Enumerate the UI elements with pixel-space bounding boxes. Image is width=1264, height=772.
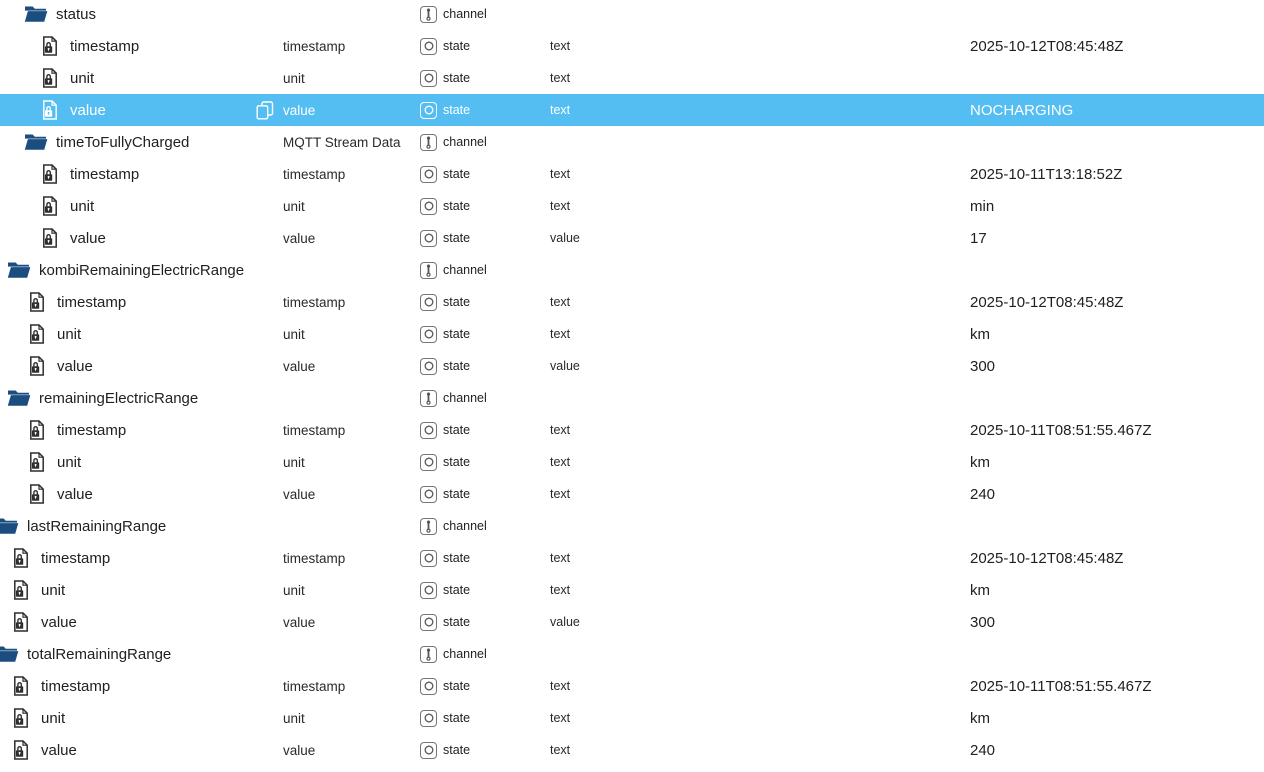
state-icon [420, 358, 437, 375]
node-value: 300 [970, 613, 996, 631]
tree-node[interactable] [0, 670, 283, 702]
tree-node[interactable] [0, 190, 283, 222]
node-type [550, 638, 970, 670]
state-icon [420, 486, 437, 503]
node-value: NOCHARGING [970, 101, 1074, 119]
table-row[interactable] [0, 158, 1264, 190]
lock-file-icon [29, 452, 45, 472]
kind-label: state [443, 711, 471, 725]
kind-label: state [443, 455, 471, 469]
kind-label: state [443, 359, 471, 373]
node-type: text [550, 71, 571, 85]
node-type: value [550, 359, 580, 373]
state-icon [420, 614, 437, 631]
node-type: value [550, 231, 580, 245]
table-row[interactable] [0, 478, 1264, 510]
node-type: text [550, 103, 571, 117]
node-name: timestamp [41, 677, 111, 695]
channel-icon [420, 6, 437, 23]
state-icon [420, 678, 437, 695]
tree-node[interactable] [0, 126, 283, 158]
node-value: km [970, 581, 990, 599]
node-value [970, 0, 1264, 30]
node-label: timestamp [283, 550, 346, 566]
lock-file-icon [13, 708, 29, 728]
state-icon [420, 230, 437, 247]
state-icon [420, 294, 437, 311]
state-icon [420, 550, 437, 567]
node-value: km [970, 709, 990, 727]
node-label: timestamp [283, 294, 346, 310]
table-row[interactable] [0, 414, 1264, 446]
state-icon [420, 38, 437, 55]
node-value: 2025-10-11T08:51:55.467Z [970, 421, 1152, 439]
node-value [970, 126, 1264, 158]
node-label: unit [283, 454, 305, 470]
lock-file-icon [13, 580, 29, 600]
tree-node[interactable] [0, 638, 283, 670]
node-value: 2025-10-11T13:18:52Z [970, 165, 1123, 183]
lock-file-icon [13, 548, 29, 568]
table-row[interactable] [0, 382, 1264, 414]
tree-node[interactable] [0, 478, 283, 510]
node-label: value [283, 614, 316, 630]
node-name: status [56, 5, 97, 23]
node-value: km [970, 325, 990, 343]
node-name: unit [57, 453, 82, 471]
channel-icon [420, 646, 437, 663]
node-value: 2025-10-11T08:51:55.467Z [970, 677, 1152, 695]
node-name: unit [41, 581, 66, 599]
node-value: 240 [970, 741, 996, 759]
node-name: unit [41, 709, 66, 727]
kind-label: state [443, 39, 471, 53]
tree-node[interactable] [0, 318, 283, 350]
table-row[interactable] [0, 126, 1264, 158]
tree-node[interactable] [0, 606, 283, 638]
node-name: unit [70, 69, 95, 87]
node-label: value [283, 230, 316, 246]
node-label: value [283, 102, 316, 118]
node-name: timestamp [41, 549, 111, 567]
node-value: min [970, 197, 995, 215]
node-name: kombiRemainingElectricRange [39, 261, 245, 279]
node-type: text [550, 711, 571, 725]
node-value: km [970, 453, 990, 471]
table-row[interactable] [0, 670, 1264, 702]
node-label: unit [283, 70, 305, 86]
kind-label: state [443, 423, 471, 437]
table-row[interactable] [0, 510, 1264, 542]
table-row[interactable] [0, 350, 1264, 382]
node-name: totalRemainingRange [27, 645, 172, 663]
node-label: value [283, 358, 316, 374]
node-name: value [70, 229, 106, 247]
lock-file-icon [42, 36, 58, 56]
table-row[interactable] [0, 702, 1264, 734]
channel-icon [420, 134, 437, 151]
node-label: unit [283, 198, 305, 214]
node-value: 2025-10-12T08:45:48Z [970, 37, 1124, 55]
node-type: text [550, 487, 571, 501]
node-label: MQTT Stream Data [283, 134, 401, 150]
state-icon [420, 166, 437, 183]
tree-node[interactable] [0, 414, 283, 446]
folder-icon [24, 132, 48, 152]
node-name: value [70, 101, 106, 119]
tree-node[interactable] [0, 158, 283, 190]
node-label [283, 510, 420, 542]
kind-label: channel [443, 519, 487, 533]
table-row[interactable] [0, 638, 1264, 670]
table-row[interactable] [0, 62, 1264, 94]
node-name: timestamp [70, 165, 140, 183]
node-type: text [550, 39, 571, 53]
node-name: timeToFullyCharged [56, 133, 190, 151]
state-icon [420, 198, 437, 215]
node-value: 2025-10-12T08:45:48Z [970, 293, 1124, 311]
node-label [283, 382, 420, 414]
table-row[interactable] [0, 0, 1264, 30]
tree-node[interactable] [0, 0, 283, 30]
tree-node[interactable] [0, 350, 283, 382]
node-label: unit [283, 326, 305, 342]
tree-node[interactable] [0, 382, 283, 414]
table-row[interactable] [0, 30, 1264, 62]
lock-file-icon [42, 228, 58, 248]
kind-label: state [443, 327, 471, 341]
table-row[interactable] [0, 190, 1264, 222]
node-label: timestamp [283, 166, 346, 182]
channel-icon [420, 518, 437, 535]
table-row[interactable] [0, 318, 1264, 350]
lock-file-icon [42, 68, 58, 88]
node-value [970, 638, 1264, 670]
node-type [550, 254, 970, 286]
node-type [550, 0, 970, 30]
node-value: 300 [970, 357, 996, 375]
node-type: text [550, 423, 571, 437]
node-label [283, 254, 420, 286]
node-label [283, 638, 420, 670]
lock-file-icon [13, 612, 29, 632]
node-type: text [550, 743, 571, 757]
node-type: text [550, 551, 571, 565]
table-row[interactable] [0, 254, 1264, 286]
node-label: value [283, 742, 316, 758]
state-icon [420, 582, 437, 599]
state-icon [420, 454, 437, 471]
node-label: timestamp [283, 422, 346, 438]
node-name: remainingElectricRange [39, 389, 199, 407]
node-name: timestamp [57, 421, 127, 439]
kind-label: state [443, 167, 471, 181]
tree-node[interactable] [0, 222, 283, 254]
table-row[interactable] [0, 286, 1264, 318]
state-icon [420, 742, 437, 759]
state-icon [420, 102, 437, 119]
tree-node[interactable] [0, 94, 283, 126]
node-type: text [550, 455, 571, 469]
channel-icon [420, 262, 437, 279]
lock-file-icon [29, 420, 45, 440]
kind-label: channel [443, 135, 487, 149]
node-value [970, 510, 1264, 542]
table-row[interactable] [0, 542, 1264, 574]
folder-icon [0, 516, 19, 536]
kind-label: state [443, 199, 471, 213]
kind-label: state [443, 487, 471, 501]
tree-node[interactable] [0, 254, 283, 286]
table-row[interactable] [0, 222, 1264, 254]
tree-node[interactable] [0, 62, 283, 94]
lock-file-icon [42, 164, 58, 184]
tree-node[interactable] [0, 510, 283, 542]
kind-label: state [443, 583, 471, 597]
node-name: lastRemainingRange [27, 517, 167, 535]
kind-label: state [443, 679, 471, 693]
node-label: timestamp [283, 38, 346, 54]
node-name: value [57, 357, 93, 375]
lock-file-icon [42, 100, 58, 120]
kind-label: state [443, 743, 471, 757]
state-icon [420, 710, 437, 727]
folder-icon [0, 644, 19, 664]
table-row[interactable] [0, 446, 1264, 478]
folder-icon [7, 260, 31, 280]
state-icon [420, 422, 437, 439]
node-label [283, 0, 420, 30]
kind-label: channel [443, 391, 487, 405]
kind-label: channel [443, 647, 487, 661]
tree-node[interactable] [0, 30, 283, 62]
kind-label: channel [443, 263, 487, 277]
lock-file-icon [42, 196, 58, 216]
table-row[interactable] [0, 734, 1264, 766]
node-label: value [283, 486, 316, 502]
folder-icon [24, 4, 48, 24]
node-type: text [550, 327, 571, 341]
kind-label: state [443, 103, 471, 117]
node-name: unit [57, 325, 82, 343]
state-icon [420, 70, 437, 87]
node-name: timestamp [70, 37, 140, 55]
node-type: text [550, 199, 571, 213]
node-name: unit [70, 197, 95, 215]
node-label: unit [283, 710, 305, 726]
lock-file-icon [29, 356, 45, 376]
node-type [550, 510, 970, 542]
copy-icon[interactable] [256, 101, 274, 120]
folder-icon [7, 388, 31, 408]
node-type: text [550, 295, 571, 309]
node-value [970, 254, 1264, 286]
kind-label: state [443, 615, 471, 629]
node-type: text [550, 583, 571, 597]
lock-file-icon [13, 740, 29, 760]
table-row[interactable] [0, 94, 1264, 126]
node-type: text [550, 679, 571, 693]
kind-label: state [443, 551, 471, 565]
tree-node[interactable] [0, 446, 283, 478]
table-row[interactable] [0, 574, 1264, 606]
node-value [970, 62, 1264, 94]
kind-label: state [443, 295, 471, 309]
tree-node[interactable] [0, 574, 283, 606]
tree-node[interactable] [0, 286, 283, 318]
table-row[interactable] [0, 606, 1264, 638]
node-value: 17 [970, 229, 987, 247]
node-label: timestamp [283, 678, 346, 694]
node-value: 240 [970, 485, 996, 503]
tree-node[interactable] [0, 734, 283, 766]
kind-label: state [443, 71, 471, 85]
tree-node[interactable] [0, 702, 283, 734]
node-label: unit [283, 582, 305, 598]
lock-file-icon [13, 676, 29, 696]
node-type: text [550, 167, 571, 181]
node-name: value [41, 613, 77, 631]
kind-label: state [443, 231, 471, 245]
tree-node[interactable] [0, 542, 283, 574]
node-type [550, 126, 970, 158]
node-value: 2025-10-12T08:45:48Z [970, 549, 1124, 567]
node-name: timestamp [57, 293, 127, 311]
lock-file-icon [29, 484, 45, 504]
kind-label: channel [443, 7, 487, 21]
node-type: value [550, 615, 580, 629]
node-name: value [41, 741, 77, 759]
channel-icon [420, 390, 437, 407]
lock-file-icon [29, 292, 45, 312]
lock-file-icon [29, 324, 45, 344]
node-name: value [57, 485, 93, 503]
node-type [550, 382, 970, 414]
state-icon [420, 326, 437, 343]
node-value [970, 382, 1264, 414]
